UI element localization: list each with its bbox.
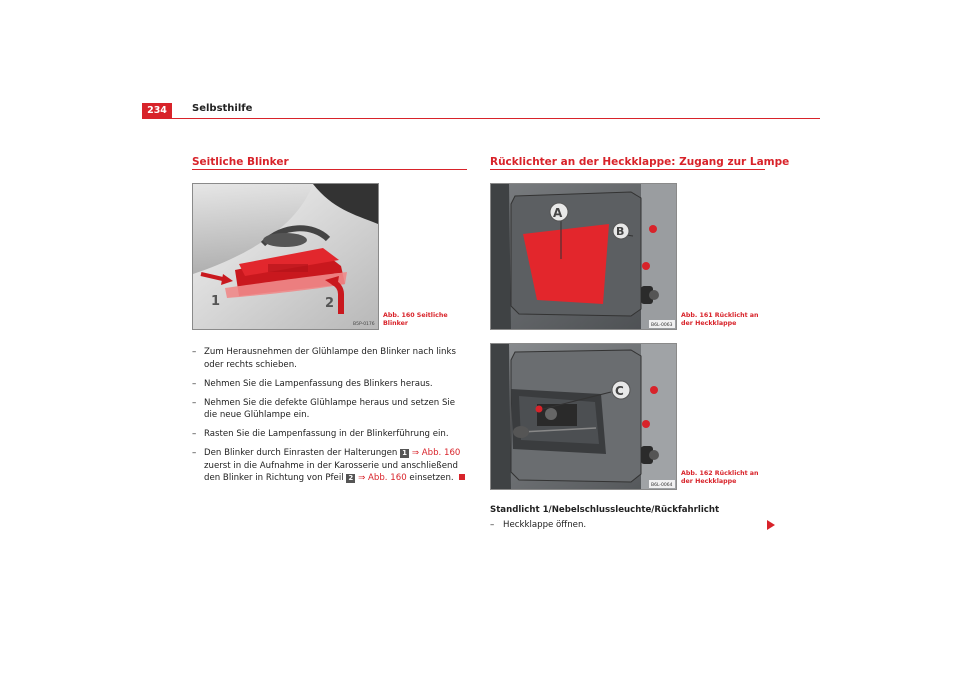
callout-2: 2 [325, 296, 335, 311]
page-number: 234 [142, 103, 172, 118]
heading-rule-right [490, 169, 765, 170]
list-dash: – [192, 448, 197, 458]
subheading-standlicht: Standlicht 1/Nebelschlussleuchte/Rückfahrlicht [490, 505, 720, 515]
next-page-arrow-icon[interactable] [767, 520, 775, 530]
figure-link[interactable]: ⇒ Abb. 160 [358, 473, 407, 483]
list-item [490, 520, 586, 530]
step-text: einsetzen. [409, 473, 454, 483]
section-title: Selbsthilfe [192, 103, 253, 114]
list-dash: – [192, 429, 197, 439]
step-text: Zum Herausnehmen der Glühlampe den Blinker nach links oder rechts schieben. [204, 347, 456, 370]
figure-code: B6L-0063 [651, 323, 673, 328]
figure-162-illustration [491, 344, 676, 489]
list-item [192, 346, 470, 371]
step-text: Heckklappe öffnen. [503, 520, 587, 530]
callout-b: B [616, 225, 625, 238]
figure-code: B5P-0176 [353, 322, 375, 327]
list-dash: – [490, 520, 495, 530]
caption-162-line2: der Heckklappe [681, 478, 737, 485]
caption-162 [681, 470, 759, 486]
heading-seitliche-blinker: Seitliche Blinker [192, 156, 289, 168]
callout-a: A [553, 206, 563, 220]
step-text: Den Blinker durch Einrasten der Halterungen [204, 448, 398, 458]
list-item [192, 428, 470, 441]
end-of-section-icon [459, 474, 465, 480]
instruction-list [192, 346, 470, 491]
callout-1: 1 [211, 294, 221, 309]
heading-ruecklichter: Rücklichter an der Heckklappe: Zugang zur Lampe [490, 156, 790, 168]
figure-161 [490, 183, 677, 330]
caption-160-line1: Abb. 160 Seitliche [383, 312, 448, 319]
caption-160 [383, 312, 448, 328]
header-rule [142, 118, 820, 119]
figure-162 [490, 343, 677, 490]
heading-rule-left [192, 169, 467, 170]
step-text: zuerst in die Aufnahme in der Karosserie und anschließend den Blinker in Richtung von Pfeil [204, 460, 458, 483]
step-text: Rasten Sie die Lampenfassung in der Blinkerführung ein. [204, 429, 449, 439]
caption-160-line2: Blinker [383, 320, 408, 327]
caption-161-line2: der Heckklappe [681, 320, 737, 327]
figure-code: B6L-0064 [651, 483, 673, 488]
list-item [192, 447, 470, 485]
caption-162-line1: Abb. 162 Rücklicht an [681, 470, 759, 477]
step-text: Nehmen Sie die defekte Glühlampe heraus und setzen Sie die neue Glühlampe ein. [204, 397, 456, 420]
marker-1: 1 [400, 449, 409, 458]
figure-160 [192, 183, 379, 330]
step-text: Nehmen Sie die Lampenfassung des Blinkers heraus. [204, 378, 433, 389]
figure-161-illustration [491, 184, 676, 329]
marker-2: 2 [346, 474, 355, 483]
figure-link[interactable]: ⇒ Abb. 160 [411, 448, 461, 458]
list-dash: – [192, 397, 197, 408]
caption-161-line1: Abb. 161 Rücklicht an [681, 312, 759, 319]
list-item [192, 378, 470, 391]
list-item [192, 397, 470, 422]
callout-c: C [615, 384, 624, 398]
caption-161 [681, 312, 759, 328]
list-dash: – [192, 347, 197, 357]
figure-160-illustration [193, 184, 378, 329]
list-dash: – [192, 378, 197, 389]
